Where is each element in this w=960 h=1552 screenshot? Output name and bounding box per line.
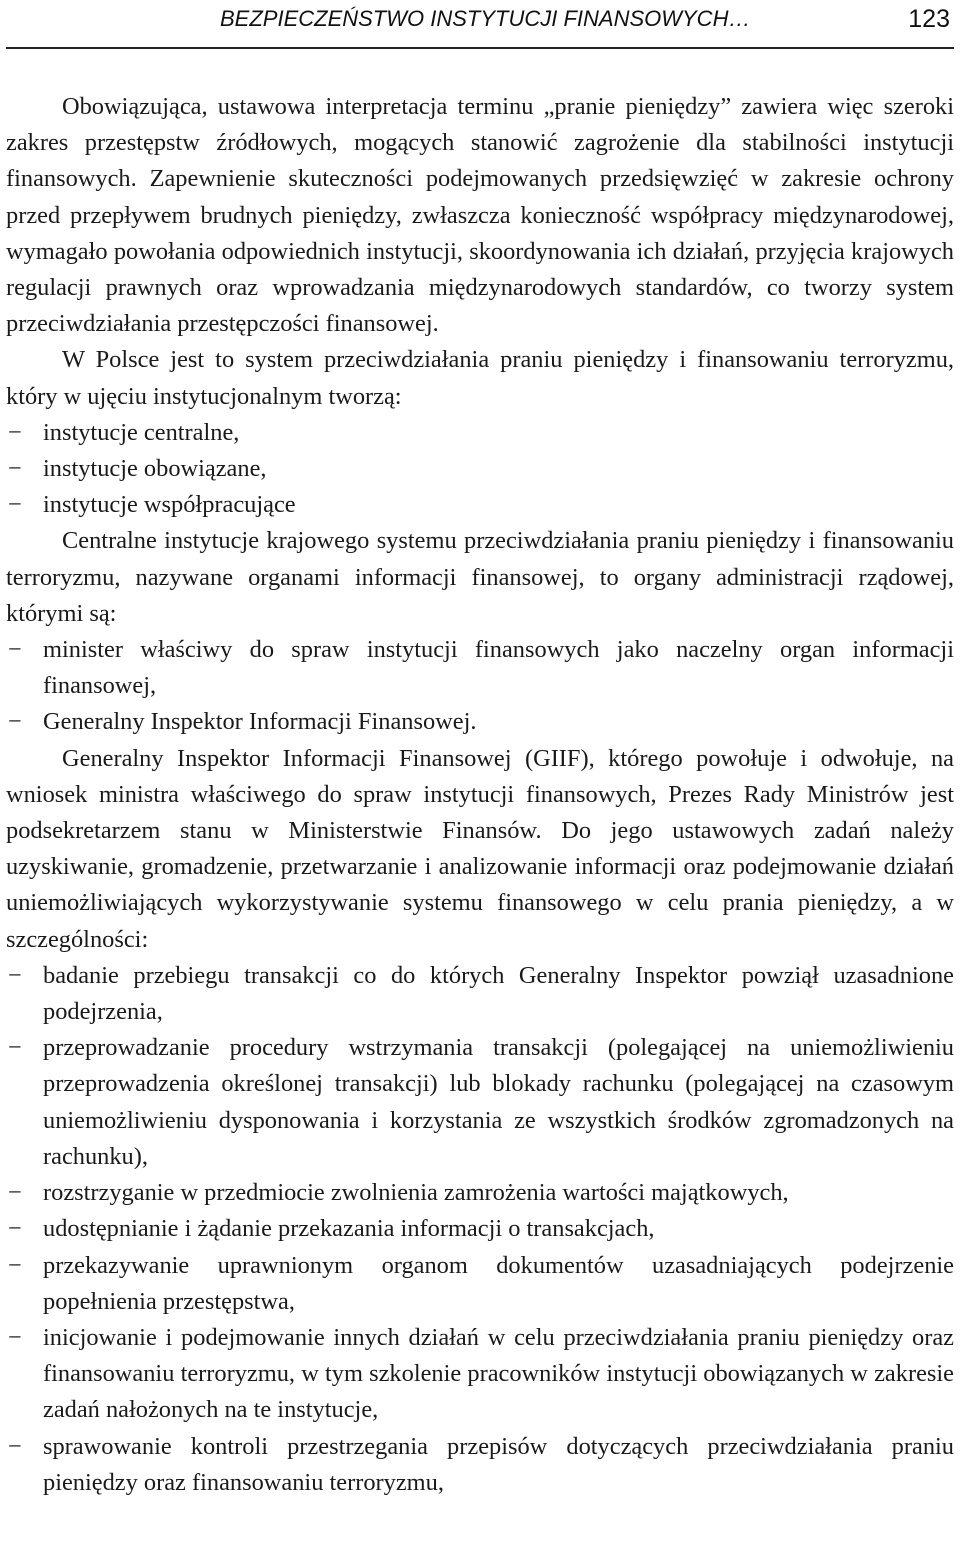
list-item — [6, 1429, 954, 1501]
list-item — [6, 632, 954, 704]
dash-bullet: − — [8, 1251, 22, 1279]
paragraph-central-institutions: Centralne instytucje krajowego systemu przeciwdziałania praniu pieniędzy i finansowaniu terroryzmu, nazywane organami informacji finansowej, to organy administracji rządowej, którymi są: — [6, 527, 954, 627]
dash-bullet: − — [8, 1034, 22, 1062]
list-item-text: sprawowanie kontroli przestrzegania przepisów dotyczących przeciwdziałania praniu pieniędzy oraz finansowaniu terroryzmu, — [43, 1432, 954, 1496]
dash-bullet: − — [8, 418, 22, 446]
list-item-text: instytucje centralne, — [43, 418, 240, 446]
paragraph-polish-system: W Polsce jest to system przeciwdziałania praniu pieniędzy i finansowaniu terroryzmu, który w ujęciu instytucjonalnym tworzą: — [6, 346, 954, 410]
list-item — [6, 415, 954, 451]
list-item-text: przeprowadzanie procedury wstrzymania transakcji (polegającej na uniemożliwieniu przeprowadzenia określonej transakcji) lub blokady rachunku (polegającej na czasowym uniemożliwieniu dysponowania i korzystania ze wszystkich środków zgromadzonych na rachunku), — [43, 1034, 954, 1170]
list-item-text: rozstrzyganie w przedmiocie zwolnienia zamrożenia wartości majątkowych, — [43, 1179, 789, 1207]
body-text — [6, 89, 954, 1501]
list-item-text: instytucje współpracujące — [43, 491, 296, 519]
list-item-text: udostępnianie i żądanie przekazania informacji o transakcjach, — [43, 1215, 655, 1243]
list-item — [6, 704, 954, 740]
page-number: 123 — [908, 5, 950, 33]
paragraph-giif-duties: Generalny Inspektor Informacji Finansowej (GIIF), którego powołuje i odwołuje, na wniosek ministra właściwego do spraw instytucji finansowych, Prezes Rady Ministrów jest podsekretarzem stanu w Ministerstwie Finansów. Do jego ustawowych zadań należy uzyskiwanie, gromadzenie, przetwarzanie i analizowanie informacji oraz podejmowanie działań uniemożliwiających wykorzystywanie systemu finansowego w celu prania pieniędzy, a w szczególności: — [6, 744, 954, 953]
list-item-text: instytucje obowiązane, — [43, 455, 267, 483]
list-item-text: minister właściwy do spraw instytucji finansowych jako naczelny organ informacji finansowej, — [43, 636, 954, 700]
dash-bullet: − — [8, 1179, 22, 1207]
list-item — [6, 1175, 954, 1211]
list-item-text: Generalny Inspektor Informacji Finansowej. — [43, 708, 477, 736]
list-item — [6, 451, 954, 487]
dash-bullet: − — [8, 961, 22, 989]
list-item — [6, 958, 954, 1030]
list-item-text: przekazywanie uprawnionym organom dokumentów uzasadniających podejrzenie popełnienia przestępstwa, — [43, 1251, 954, 1315]
dash-bullet: − — [8, 708, 22, 736]
running-header — [6, 0, 954, 49]
dash-bullet: − — [8, 455, 22, 483]
list-item — [6, 487, 954, 523]
list-item — [6, 1248, 954, 1320]
list-giif-tasks — [6, 958, 954, 1501]
list-financial-information-organs — [6, 632, 954, 741]
dash-bullet: − — [8, 491, 22, 519]
running-header-title: BEZPIECZEŃSTWO INSTYTUCJI FINANSOWYCH… — [220, 6, 751, 31]
list-item — [6, 1320, 954, 1429]
list-item-text: inicjowanie i podejmowanie innych działań w celu przeciwdziałania praniu pieniędzy oraz finansowaniu terroryzmu, w tym szkolenie pracowników instytucji obowiązanych w zakresie zadań nałożonych na te instytucje, — [43, 1323, 954, 1424]
list-item — [6, 1211, 954, 1247]
dash-bullet: − — [8, 1215, 22, 1243]
list-item — [6, 1030, 954, 1175]
list-institution-types — [6, 415, 954, 524]
dash-bullet: − — [8, 636, 22, 664]
list-item-text: badanie przebiegu transakcji co do których Generalny Inspektor powziął uzasadnione podejrzenia, — [43, 961, 954, 1026]
paragraph-money-laundering-definition: Obowiązująca, ustawowa interpretacja terminu „pranie pieniędzy” zawiera więc szeroki zakres przestępstw źródłowych, mogących stanowić zagrożenie dla stabilności instytucji finansowych. Zapewnienie skuteczności podejmowanych przedsięwzięć w zakresie ochrony przed przepływem brudnych pieniędzy, zwłaszcza konieczność współpracy międzynarodowej, wymagało powołania odpowiednich instytucji, skoordynowania ich działań, przyjęcia krajowych regulacji prawnych oraz wprowadzania międzynarodowych standardów, co tworzy system przeciwdziałania przestępczości finansowej. — [6, 93, 954, 338]
dash-bullet: − — [8, 1323, 22, 1351]
dash-bullet: − — [8, 1432, 22, 1460]
